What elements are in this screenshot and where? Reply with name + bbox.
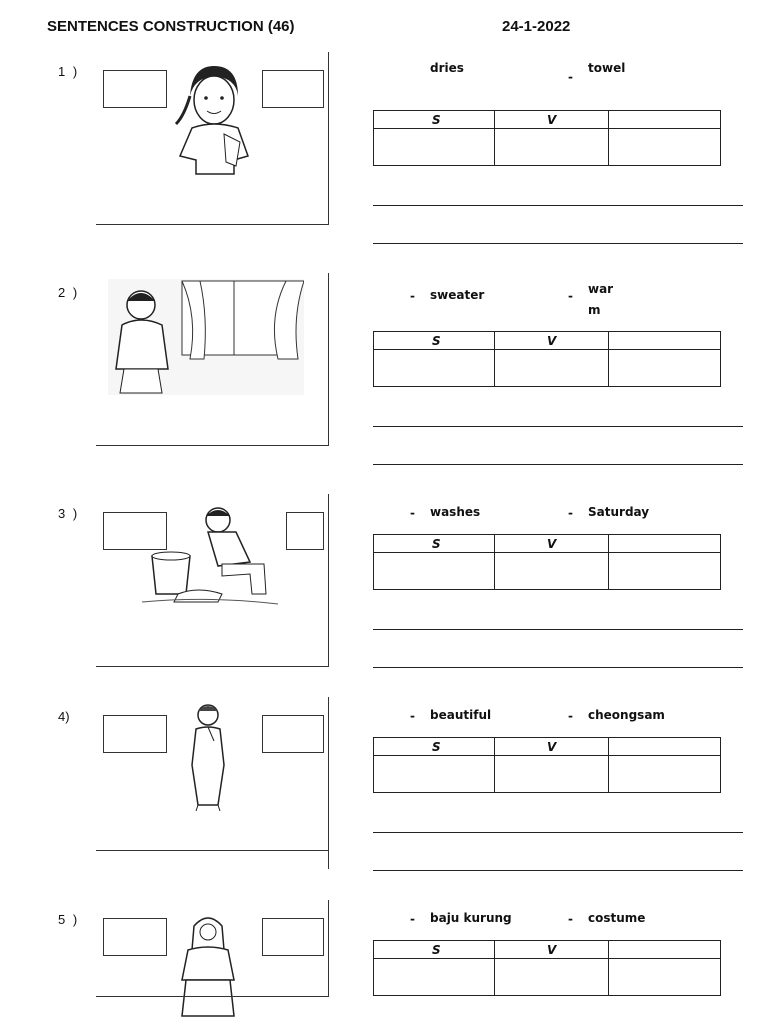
dash-bullet: - [410,289,415,303]
object-header [609,332,721,350]
keyword-text: Saturday [588,505,650,519]
subject-header: S [374,738,495,756]
keyword-text: dries [430,61,464,75]
writing-line-1[interactable] [373,629,743,630]
svo-table [373,110,721,166]
label-box-left[interactable] [103,70,167,108]
girl-window-illustration [108,277,304,395]
keyword-text: beautiful [430,708,492,722]
subject-header: S [374,332,495,350]
verb-header: V [495,535,609,553]
verb-cell[interactable] [495,129,609,166]
baju-kurung-woman-illustration [176,910,240,1022]
exercise-5 [0,900,768,1024]
exercise-picture [180,701,236,815]
subject-header: S [374,111,495,129]
exercise-1 [0,52,768,252]
object-cell[interactable] [609,959,721,996]
writing-line-2[interactable] [373,667,743,668]
exercise-picture [162,56,262,176]
exercise-4 [0,697,768,897]
verb-header: V [495,941,609,959]
boy-washing-illustration [138,502,284,614]
svo-table [373,534,721,590]
object-header [609,111,721,129]
exercise-picture [176,910,240,1022]
verb-cell[interactable] [495,553,609,590]
subject-cell[interactable] [374,350,495,387]
frame-right-line [328,900,329,996]
frame-bottom-line [96,224,329,225]
object-header [609,738,721,756]
exercise-3 [0,494,768,694]
keyword-text: baju kurung [430,911,512,925]
writing-line-1[interactable] [373,205,743,206]
exercise-number: 3 ) [58,506,80,521]
writing-line-2[interactable] [373,464,743,465]
page-title: SENTENCES CONSTRUCTION (46) [47,18,295,35]
dash-bullet: - [410,912,415,926]
label-box-left[interactable] [103,918,167,956]
cheongsam-woman-illustration [180,701,236,815]
verb-header: V [495,332,609,350]
verb-header: V [495,111,609,129]
label-box-right[interactable] [262,70,324,108]
writing-line-2[interactable] [373,870,743,871]
keyword-text: cheongsam [588,708,665,722]
exercise-number: 2 ) [58,285,80,300]
exercise-number: 1 ) [58,64,80,79]
object-header [609,941,721,959]
verb-cell[interactable] [495,756,609,793]
subject-cell[interactable] [374,959,495,996]
subject-header: S [374,535,495,553]
frame-right-line [328,52,329,224]
exercise-picture [138,502,284,614]
frame-right-line [328,697,329,869]
frame-bottom-line [96,996,329,997]
exercise-number: 4) [58,709,70,724]
object-cell[interactable] [609,129,721,166]
frame-bottom-line [96,666,329,667]
exercise-2 [0,273,768,473]
writing-line-2[interactable] [373,243,743,244]
exercise-number: 5 ) [58,912,80,927]
subject-cell[interactable] [374,756,495,793]
dash-bullet: - [568,912,573,926]
label-box-right[interactable] [262,918,324,956]
frame-bottom-line [96,850,329,851]
frame-right-line [328,273,329,445]
page-date: 24-1-2022 [502,18,571,35]
object-cell[interactable] [609,350,721,387]
svo-table [373,331,721,387]
object-cell[interactable] [609,553,721,590]
keyword-text: towel [588,61,626,75]
label-box-left[interactable] [103,715,167,753]
dash-bullet: - [568,289,573,303]
svo-table [373,737,721,793]
dash-bullet: - [568,709,573,723]
keyword-text: costume [588,911,646,925]
svo-table [373,940,721,996]
exercise-picture [108,277,304,395]
dash-bullet: - [410,709,415,723]
dash-bullet: - [410,506,415,520]
object-cell[interactable] [609,756,721,793]
frame-bottom-line [96,445,329,446]
keyword-text: washes [430,505,481,519]
subject-cell[interactable] [374,553,495,590]
dash-bullet: - [568,70,573,84]
verb-cell[interactable] [495,959,609,996]
writing-line-1[interactable] [373,426,743,427]
girl-towel-illustration [162,56,262,176]
verb-cell[interactable] [495,350,609,387]
keyword-text: sweater [430,288,485,302]
object-header [609,535,721,553]
label-box-right[interactable] [262,715,324,753]
verb-header: V [495,738,609,756]
keyword-text: warm [588,282,614,317]
dash-bullet: - [568,506,573,520]
label-box-right[interactable] [286,512,324,550]
frame-right-line [328,494,329,666]
subject-header: S [374,941,495,959]
subject-cell[interactable] [374,129,495,166]
writing-line-1[interactable] [373,832,743,833]
